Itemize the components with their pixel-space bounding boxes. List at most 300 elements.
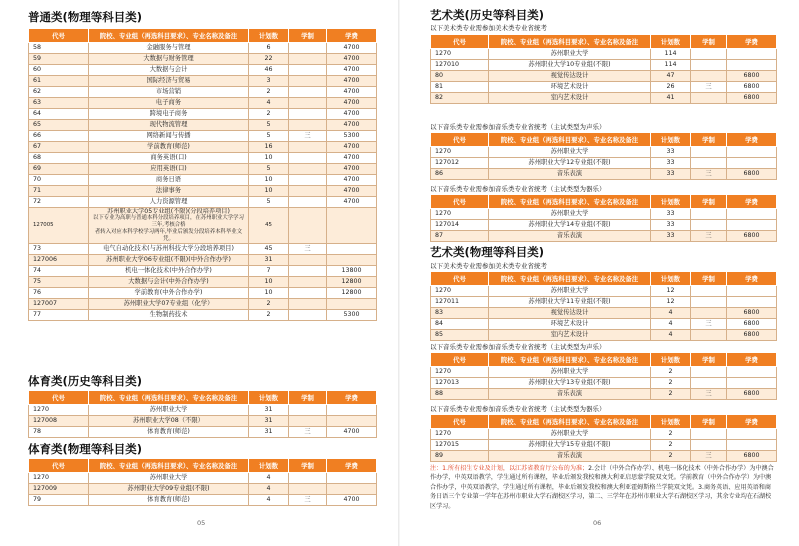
footnote-text: 2.会计（中外合作办学）、机电一体化技术（中外合作办学）为中澳合作办学，中英双语教学，学生通过所有课程，毕业后颁发我校和澳大利亚启思蒙学院双文凭。学前教育（中外合作办学）为中澳合作办学，中英双语教学，学生通过所有课程，毕业后颁发我校和澳大利亚霍姆斯格兰学院双文凭。3.商务英语、应用英语和商务日语三个专业第一学年在苏州市职业大学石湖校区学习，第二、三学年在苏州市职业大学石湖校区学习，其余专业均在石湖校区学习。 [430, 465, 774, 510]
major-cell: 人力资源管理 [89, 197, 249, 208]
code-cell: 66 [29, 131, 89, 142]
table-row [29, 288, 377, 299]
table-row [29, 131, 377, 142]
column-header: 院校、专业组（再选科目要求）、专业名称及备注 [489, 195, 651, 209]
code-cell: 127010 [431, 60, 489, 71]
table-row [431, 389, 777, 400]
fee-cell: 4700 [327, 65, 377, 76]
major-cell: 法律事务 [89, 186, 249, 197]
code-cell: 76 [29, 288, 89, 299]
plan-cell: 7 [249, 266, 289, 277]
code-cell: 1270 [29, 473, 89, 484]
duration-cell [289, 87, 327, 98]
plan-cell: 33 [651, 209, 691, 220]
fee-cell: 6800 [727, 308, 777, 319]
column-header: 学制 [289, 459, 327, 473]
table-row [431, 319, 777, 330]
fee-cell: 4700 [327, 109, 377, 120]
plan-cell: 4 [651, 319, 691, 330]
major-cell: 电气自动化技术(与苏州科技大学分段培养项目) [89, 244, 249, 255]
major-cell: 苏州职业大学 [89, 473, 249, 484]
column-header: 院校、专业组（再选科目要求）、专业名称及备注 [489, 415, 651, 429]
major-cell: 商务英语(口) [89, 153, 249, 164]
fee-cell [727, 49, 777, 60]
fee-cell: 4700 [327, 427, 377, 438]
code-cell: 63 [29, 98, 89, 109]
plan-cell: 4 [249, 495, 289, 506]
table-art-physics-instrumental [430, 414, 777, 462]
section-note: 以下美术类专业需参加美术类专业省统考 [430, 24, 547, 32]
table-row [431, 169, 777, 180]
duration-cell [289, 98, 327, 109]
table-row [29, 416, 377, 427]
code-cell: 61 [29, 76, 89, 87]
footnote [430, 464, 776, 511]
plan-cell: 5 [249, 120, 289, 131]
column-header: 学费 [727, 195, 777, 209]
major-cell: 学前教育(中外合作办学) [89, 288, 249, 299]
table-row [431, 49, 777, 60]
code-cell: 127008 [29, 416, 89, 427]
duration-cell: 三 [691, 82, 727, 93]
fee-cell [727, 147, 777, 158]
plan-cell: 33 [651, 231, 691, 242]
duration-cell [289, 120, 327, 131]
code-cell: 80 [431, 71, 489, 82]
code-cell: 81 [431, 82, 489, 93]
table-header-row [431, 353, 777, 367]
section-title: 体育类(物理等科目类) [28, 442, 143, 456]
code-cell: 87 [431, 231, 489, 242]
code-cell: 127013 [431, 378, 489, 389]
column-header: 计划数 [651, 133, 691, 147]
column-header: 学制 [691, 415, 727, 429]
code-cell: 59 [29, 54, 89, 65]
table-art-history-fine-arts [430, 34, 777, 104]
table-general-physics [28, 28, 377, 321]
fee-cell [327, 299, 377, 310]
plan-cell: 2 [249, 299, 289, 310]
fee-cell [727, 297, 777, 308]
fee-cell [727, 429, 777, 440]
column-header: 代号 [431, 133, 489, 147]
major-cell: 苏州职业大学10专业组(不限) [489, 60, 651, 71]
fee-cell: 4700 [327, 164, 377, 175]
code-cell: 88 [431, 389, 489, 400]
fee-cell: 4700 [327, 197, 377, 208]
table-header-row [431, 133, 777, 147]
major-cell: 苏州职业大学06专业组(不限)(中外合作办学) [89, 255, 249, 266]
fee-cell: 6800 [727, 93, 777, 104]
plan-cell: 41 [651, 93, 691, 104]
table-row [29, 244, 377, 255]
major-cell: 苏州职业大学11专业组(不限) [489, 297, 651, 308]
page-number: 05 [197, 519, 206, 527]
table-header-row [29, 29, 377, 43]
code-cell: 85 [431, 330, 489, 341]
table-row [29, 427, 377, 438]
plan-cell: 22 [249, 54, 289, 65]
fee-cell: 4700 [327, 495, 377, 506]
duration-cell [289, 310, 327, 321]
fee-cell [727, 209, 777, 220]
duration-cell: 三 [691, 389, 727, 400]
duration-cell [691, 220, 727, 231]
plan-cell: 5 [249, 131, 289, 142]
plan-cell: 26 [651, 82, 691, 93]
duration-cell [289, 484, 327, 495]
code-cell: 82 [431, 93, 489, 104]
fee-cell [727, 286, 777, 297]
major-cell: 音乐表演 [489, 169, 651, 180]
duration-cell [289, 54, 327, 65]
code-cell: 1270 [431, 147, 489, 158]
table-row [431, 429, 777, 440]
column-header: 计划数 [249, 391, 289, 405]
plan-cell: 10 [249, 277, 289, 288]
plan-cell: 10 [249, 186, 289, 197]
fee-cell [727, 440, 777, 451]
plan-cell: 4 [651, 330, 691, 341]
duration-cell [289, 416, 327, 427]
duration-cell [289, 164, 327, 175]
major-cell: 大数据与会计 [89, 65, 249, 76]
fee-cell: 6800 [727, 71, 777, 82]
column-header: 院校、专业组（再选科目要求）、专业名称及备注 [89, 29, 249, 43]
duration-cell [691, 286, 727, 297]
table-row [29, 473, 377, 484]
fee-cell: 4700 [327, 76, 377, 87]
fee-cell [327, 484, 377, 495]
duration-cell [691, 429, 727, 440]
code-cell: 68 [29, 153, 89, 164]
plan-cell: 16 [249, 142, 289, 153]
major-cell: 国际经济与贸易 [89, 76, 249, 87]
column-header: 院校、专业组（再选科目要求）、专业名称及备注 [489, 272, 651, 286]
major-cell: 苏州职业大学13专业组(不限) [489, 378, 651, 389]
table-header-row [431, 195, 777, 209]
plan-cell: 31 [249, 416, 289, 427]
code-cell: 127009 [29, 484, 89, 495]
section-title: 艺术类(历史等科目类) [430, 8, 545, 22]
duration-cell: 三 [691, 169, 727, 180]
fee-cell: 6800 [727, 389, 777, 400]
duration-cell [289, 288, 327, 299]
code-cell: 75 [29, 277, 89, 288]
major-cell: 视觉传达设计 [489, 308, 651, 319]
table-header-row [431, 35, 777, 49]
plan-cell: 2 [651, 429, 691, 440]
table-row [29, 76, 377, 87]
plan-cell: 4 [249, 484, 289, 495]
duration-cell [289, 299, 327, 310]
column-header: 院校、专业组（再选科目要求）、专业名称及备注 [89, 391, 249, 405]
duration-cell [691, 147, 727, 158]
section-note: 以下音乐类专业需参加音乐类专业省统考（主试类型为声乐） [430, 123, 606, 131]
duration-cell [289, 255, 327, 266]
major-cell [89, 208, 249, 244]
code-cell: 1270 [431, 367, 489, 378]
code-cell: 79 [29, 495, 89, 506]
group-title: 苏州职业大学05专业组(不限)(分段培养项目) [107, 208, 230, 215]
major-cell: 苏州职业大学07专业组（化学） [89, 299, 249, 310]
column-header: 学制 [691, 133, 727, 147]
page-gutter [398, 0, 400, 546]
column-header: 院校、专业组（再选科目要求）、专业名称及备注 [489, 35, 651, 49]
table-row [431, 93, 777, 104]
table-row [29, 164, 377, 175]
major-cell: 环境艺术设计 [489, 319, 651, 330]
footnote-highlight: 注：1.所有招生专业及计划，以江苏省教育厅公布的为准； [430, 465, 589, 472]
duration-cell [691, 209, 727, 220]
plan-cell: 12 [651, 297, 691, 308]
fee-cell [727, 158, 777, 169]
table-row [29, 142, 377, 153]
code-cell: 72 [29, 197, 89, 208]
table-row [431, 378, 777, 389]
table-row [29, 299, 377, 310]
column-header: 代号 [431, 35, 489, 49]
column-header: 学制 [691, 35, 727, 49]
plan-cell: 31 [249, 405, 289, 416]
table-row [431, 308, 777, 319]
code-cell: 69 [29, 164, 89, 175]
table-row [431, 367, 777, 378]
column-header: 计划数 [651, 35, 691, 49]
table-row [29, 43, 377, 54]
plan-cell: 33 [651, 147, 691, 158]
code-cell: 86 [431, 169, 489, 180]
code-cell: 127014 [431, 220, 489, 231]
plan-cell: 5 [249, 164, 289, 175]
duration-cell [289, 405, 327, 416]
column-header: 学制 [691, 195, 727, 209]
plan-cell: 10 [249, 175, 289, 186]
plan-cell: 3 [249, 76, 289, 87]
major-cell: 环境艺术设计 [489, 82, 651, 93]
code-cell: 67 [29, 142, 89, 153]
fee-cell: 13800 [327, 266, 377, 277]
table-art-history-vocal [430, 132, 777, 180]
duration-cell [691, 297, 727, 308]
plan-cell: 33 [651, 169, 691, 180]
table-row [29, 186, 377, 197]
duration-cell [289, 109, 327, 120]
major-cell: 苏州职业大学12专业组(不限) [489, 158, 651, 169]
column-header: 学费 [727, 353, 777, 367]
duration-cell [289, 266, 327, 277]
major-cell: 金融服务与管理 [89, 43, 249, 54]
table-row [29, 54, 377, 65]
code-cell: 1270 [431, 49, 489, 60]
code-cell: 127007 [29, 299, 89, 310]
fee-cell [727, 367, 777, 378]
table-row [431, 158, 777, 169]
plan-cell: 5 [249, 197, 289, 208]
table-row [431, 286, 777, 297]
column-header: 学制 [289, 29, 327, 43]
duration-cell: 三 [289, 495, 327, 506]
fee-cell: 6800 [727, 231, 777, 242]
section-note: 以下音乐类专业需参加音乐类专业省统考（主试类型为器乐） [430, 185, 606, 193]
column-header: 计划数 [249, 29, 289, 43]
fee-cell: 4700 [327, 87, 377, 98]
code-cell: 127015 [431, 440, 489, 451]
table-header-row [431, 272, 777, 286]
duration-cell [289, 153, 327, 164]
duration-cell [691, 367, 727, 378]
plan-cell: 4 [249, 98, 289, 109]
code-cell: 62 [29, 87, 89, 98]
plan-cell: 2 [651, 451, 691, 462]
table-row [431, 330, 777, 341]
section-note: 以下美术类专业需参加美术类专业省统考 [430, 262, 547, 270]
duration-cell [289, 473, 327, 484]
major-cell: 音乐表演 [489, 389, 651, 400]
group-note: 者转入对应本科学校学习两年,毕业后颁发分段培养本科毕业文凭。 [94, 229, 243, 242]
duration-cell [289, 186, 327, 197]
table-pe-physics [28, 458, 377, 506]
plan-cell: 10 [249, 153, 289, 164]
table-row [431, 209, 777, 220]
duration-cell: 三 [289, 244, 327, 255]
table-row [29, 120, 377, 131]
major-cell: 大数据与财务管理 [89, 54, 249, 65]
major-cell: 苏州职业大学 [489, 367, 651, 378]
major-cell: 体育教育(师范) [89, 495, 249, 506]
column-header: 学费 [727, 272, 777, 286]
code-cell: 1270 [431, 429, 489, 440]
duration-cell [691, 378, 727, 389]
code-cell: 89 [431, 451, 489, 462]
page-number: 06 [593, 519, 602, 527]
plan-cell: 10 [249, 288, 289, 299]
table-row [29, 109, 377, 120]
section-note: 以下音乐类专业需参加音乐类专业省统考（主试类型为器乐） [430, 405, 606, 413]
column-header: 代号 [29, 459, 89, 473]
fee-cell: 6800 [727, 319, 777, 330]
fee-cell: 4700 [327, 175, 377, 186]
plan-cell: 2 [651, 440, 691, 451]
major-cell: 大数据与会计(中外合作办学) [89, 277, 249, 288]
table-row [431, 297, 777, 308]
major-cell: 室内艺术设计 [489, 93, 651, 104]
code-cell: 58 [29, 43, 89, 54]
fee-cell: 4700 [327, 120, 377, 131]
code-cell: 84 [431, 319, 489, 330]
table-row [29, 255, 377, 266]
plan-cell: 2 [651, 367, 691, 378]
duration-cell [289, 277, 327, 288]
major-cell: 学前教育(师范) [89, 142, 249, 153]
column-header: 代号 [29, 29, 89, 43]
plan-cell: 31 [249, 255, 289, 266]
major-cell: 苏州职业大学08（不限） [89, 416, 249, 427]
table-row [431, 231, 777, 242]
table-row [29, 98, 377, 109]
major-cell: 市场营销 [89, 87, 249, 98]
table-row [431, 451, 777, 462]
major-cell: 苏州职业大学 [89, 405, 249, 416]
column-header: 院校、专业组（再选科目要求）、专业名称及备注 [489, 133, 651, 147]
plan-cell: 2 [249, 310, 289, 321]
table-row [29, 495, 377, 506]
table-row [29, 484, 377, 495]
major-cell: 现代物流管理 [89, 120, 249, 131]
column-header: 计划数 [651, 195, 691, 209]
section-title: 艺术类(物理等科目类) [430, 245, 545, 259]
duration-cell [289, 43, 327, 54]
table-row [29, 266, 377, 277]
fee-cell: 6800 [727, 451, 777, 462]
column-header: 学费 [327, 29, 377, 43]
duration-cell [289, 76, 327, 87]
table-row [431, 71, 777, 82]
major-cell: 网络新闻与传播 [89, 131, 249, 142]
major-cell: 苏州职业大学14专业组(不限) [489, 220, 651, 231]
table-header-row [29, 391, 377, 405]
major-cell: 苏州职业大学 [489, 147, 651, 158]
major-cell: 应用英语(口) [89, 164, 249, 175]
plan-cell: 46 [249, 65, 289, 76]
plan-cell: 114 [651, 49, 691, 60]
fee-cell [327, 473, 377, 484]
duration-cell [691, 440, 727, 451]
table-row [29, 87, 377, 98]
major-cell: 生物制药技术 [89, 310, 249, 321]
fee-cell [727, 378, 777, 389]
major-cell: 商务日语 [89, 175, 249, 186]
code-cell: 127012 [431, 158, 489, 169]
duration-cell [289, 65, 327, 76]
plan-cell: 12 [651, 286, 691, 297]
code-cell: 77 [29, 310, 89, 321]
fee-cell: 4700 [327, 54, 377, 65]
code-cell: 60 [29, 65, 89, 76]
column-header: 代号 [431, 353, 489, 367]
column-header: 代号 [29, 391, 89, 405]
fee-cell [727, 220, 777, 231]
code-cell: 65 [29, 120, 89, 131]
column-header: 学费 [327, 391, 377, 405]
fee-cell [327, 244, 377, 255]
plan-cell: 2 [249, 109, 289, 120]
table-pe-history [28, 390, 377, 438]
code-cell: 127005 [29, 208, 89, 244]
major-cell: 苏州职业大学15专业组(不限) [489, 440, 651, 451]
code-cell: 78 [29, 427, 89, 438]
plan-cell: 33 [651, 220, 691, 231]
table-row [431, 60, 777, 71]
column-header: 代号 [431, 415, 489, 429]
plan-cell: 4 [651, 308, 691, 319]
code-cell: 127006 [29, 255, 89, 266]
major-cell: 视觉传达设计 [489, 71, 651, 82]
major-cell: 苏州职业大学 [489, 209, 651, 220]
major-cell: 苏州职业大学09专业组(不限) [89, 484, 249, 495]
table-art-history-instrumental [430, 194, 777, 242]
code-cell: 64 [29, 109, 89, 120]
duration-cell: 三 [691, 231, 727, 242]
column-header: 学制 [691, 272, 727, 286]
column-header: 学制 [289, 391, 327, 405]
plan-cell: 4 [249, 473, 289, 484]
plan-cell: 47 [651, 71, 691, 82]
duration-cell [691, 71, 727, 82]
duration-cell [289, 142, 327, 153]
duration-cell [691, 93, 727, 104]
duration-cell [289, 208, 327, 244]
